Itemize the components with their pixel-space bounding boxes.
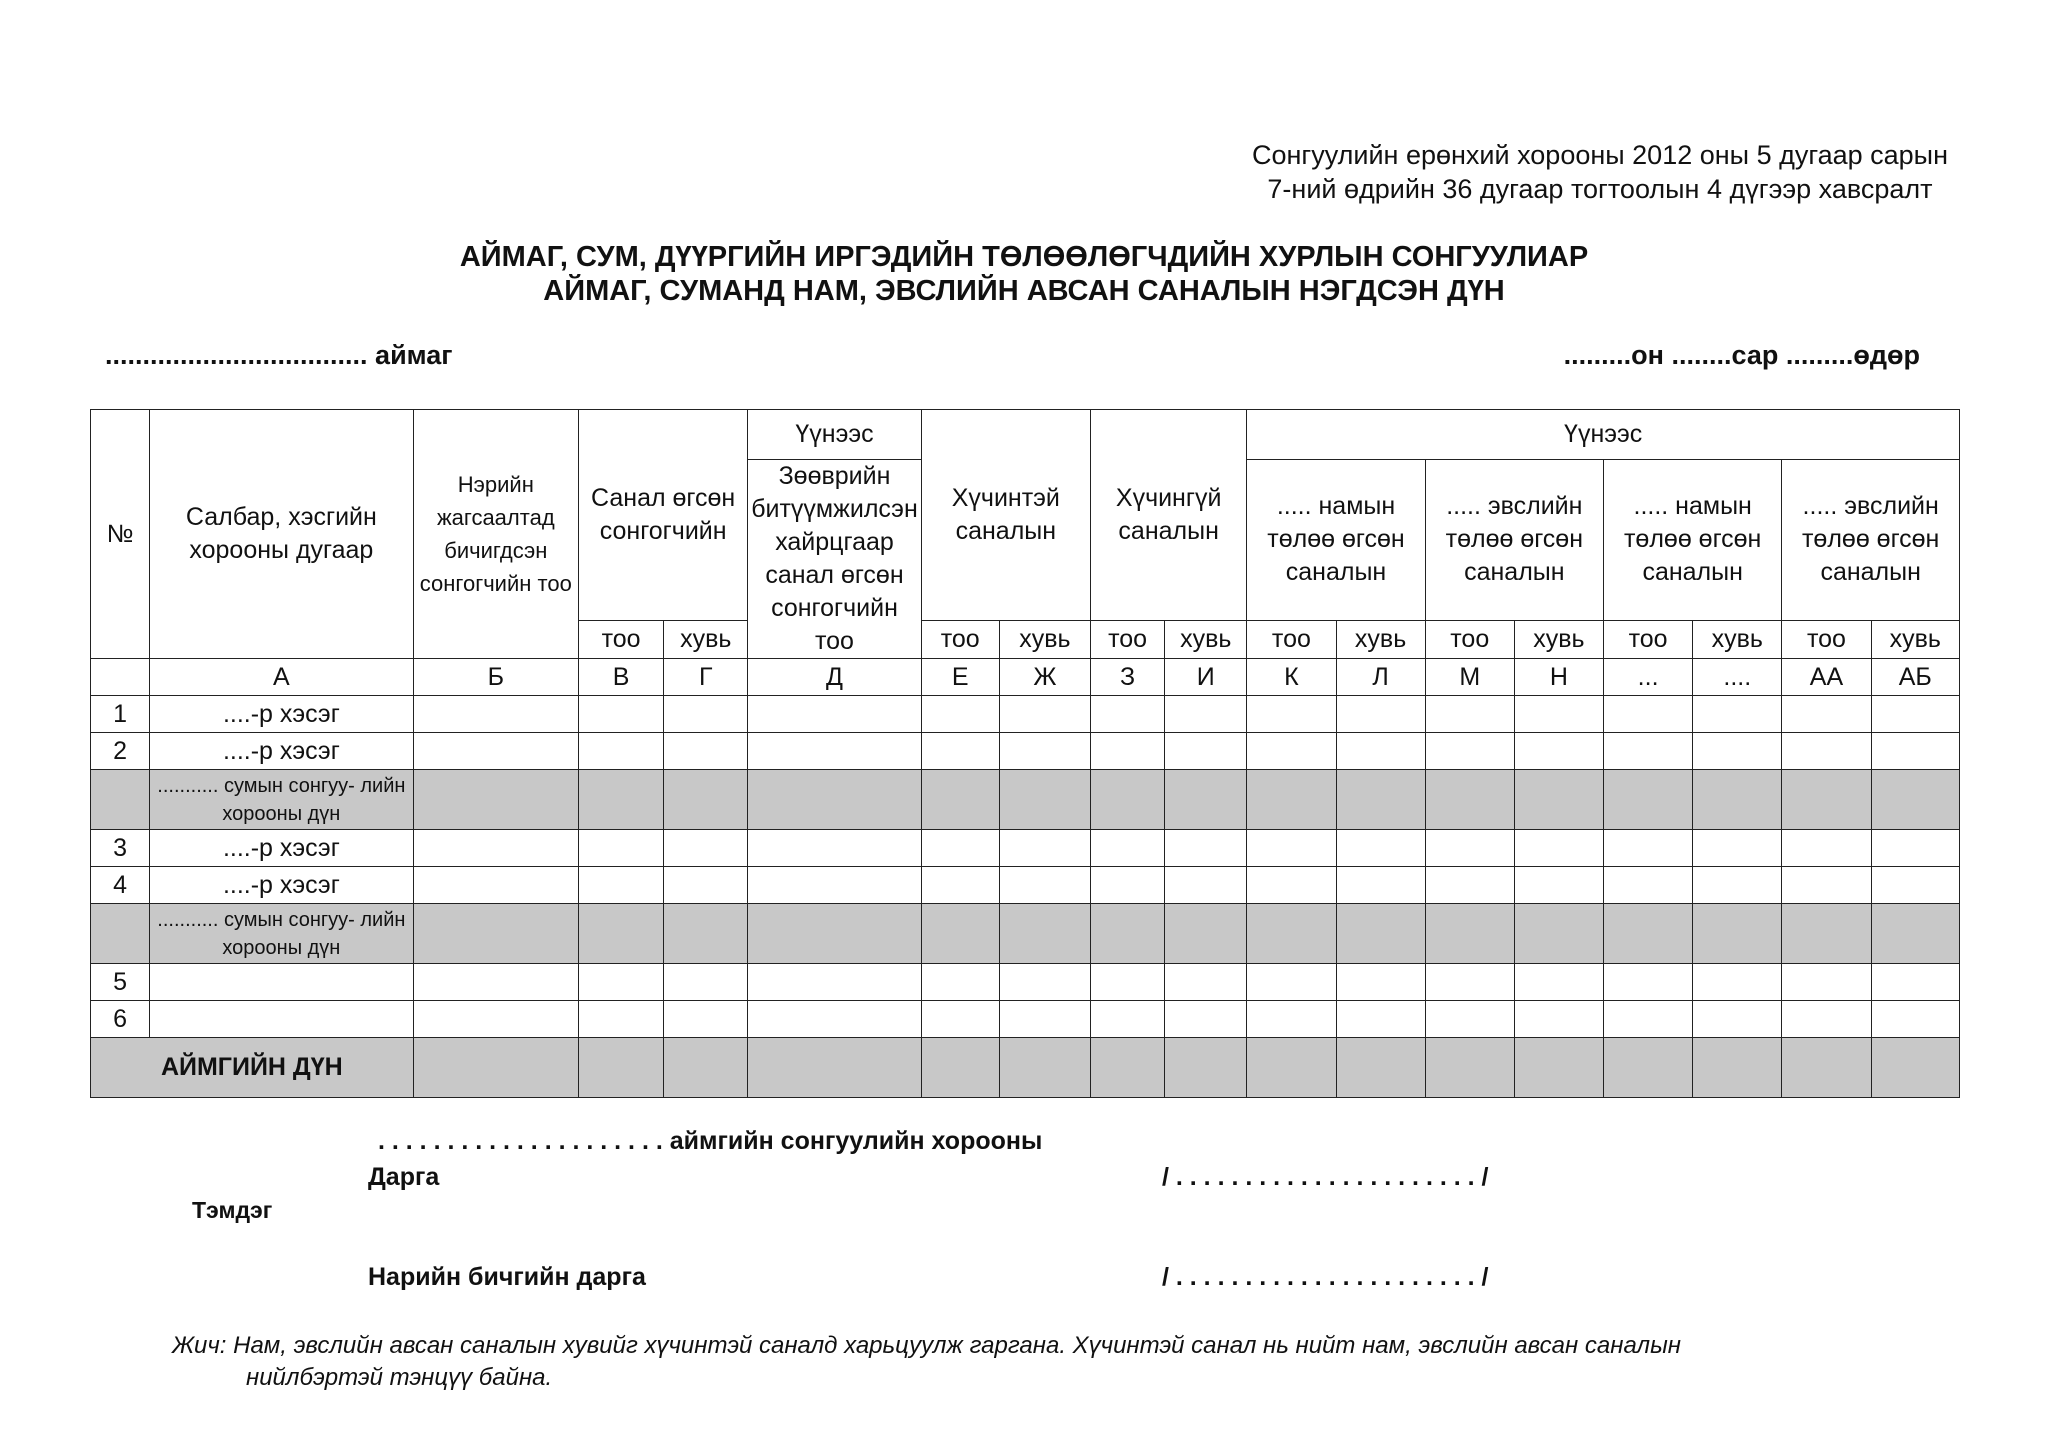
chairman-label: Дарга (368, 1163, 440, 1191)
input-cell[interactable] (999, 696, 1090, 733)
input-cell[interactable] (999, 830, 1090, 867)
results-table (90, 409, 1960, 1098)
input-cell[interactable] (1336, 770, 1425, 830)
input-cell[interactable] (1514, 1038, 1603, 1098)
input-cell[interactable] (1514, 830, 1603, 867)
input-cell[interactable] (999, 964, 1090, 1001)
input-cell[interactable] (1165, 867, 1247, 904)
subheader-too: тоо (1247, 620, 1336, 658)
input-cell[interactable] (1782, 964, 1871, 1001)
subtotal-row (91, 770, 1960, 830)
input-cell[interactable] (1091, 867, 1165, 904)
header-salbar: Салбар, хэсгийн хорооны дугаар (150, 410, 414, 659)
input-cell[interactable] (1514, 696, 1603, 733)
input-cell[interactable] (1693, 904, 1782, 964)
row-number (91, 904, 150, 964)
input-cell[interactable] (664, 964, 748, 1001)
input-cell[interactable] (578, 696, 663, 733)
input-cell[interactable] (1091, 1001, 1165, 1038)
input-cell[interactable] (1782, 904, 1871, 964)
input-cell[interactable] (578, 770, 663, 830)
letter-cell: Д (748, 659, 921, 696)
input-cell[interactable] (1871, 867, 1959, 904)
subheader-too: тоо (1091, 620, 1165, 658)
letter-cell: Н (1514, 659, 1603, 696)
row-number: 5 (91, 964, 150, 1001)
input-cell[interactable] (413, 1001, 578, 1038)
input-cell[interactable] (1247, 830, 1336, 867)
row-number (91, 770, 150, 830)
input-cell[interactable] (1782, 1001, 1871, 1038)
input-cell[interactable] (1693, 830, 1782, 867)
subtotal-label: ........... сумын сонгуу- лийн хорооны дүн (150, 770, 414, 830)
header-party-1: ..... намын төлөө өгсөн саналын (1247, 460, 1425, 621)
aimag-field: ................................... аймаг (105, 340, 453, 370)
letter-cell: .... (1693, 659, 1782, 696)
input-cell[interactable] (578, 964, 663, 1001)
input-cell[interactable] (921, 1038, 999, 1098)
input-cell[interactable] (1693, 964, 1782, 1001)
input-cell[interactable] (1165, 964, 1247, 1001)
input-cell[interactable] (1604, 1001, 1693, 1038)
input-cell[interactable] (1604, 733, 1693, 770)
input-cell[interactable] (748, 770, 921, 830)
input-cell[interactable] (1604, 964, 1693, 1001)
input-cell[interactable] (664, 904, 748, 964)
subtotal-label: ........... сумын сонгуу- лийн хорооны дүн (150, 904, 414, 964)
header-uunees-1: Үүнээс (748, 410, 921, 460)
input-cell[interactable] (578, 733, 663, 770)
input-cell[interactable] (664, 733, 748, 770)
input-cell[interactable] (1425, 733, 1514, 770)
subheader-too: тоо (1425, 620, 1514, 658)
header-party-2: ..... намын төлөө өгсөн саналын (1604, 460, 1782, 621)
header-nerii: Нэрийн жагсаалтад бичигдсэн сонгогчийн тоо (413, 410, 578, 659)
header-uunees-2: Үүнээс (1247, 410, 1960, 460)
chairman-signature-line[interactable]: / . . . . . . . . . . . . . . . . . . . . . . / (1162, 1163, 1489, 1191)
input-cell[interactable] (1782, 830, 1871, 867)
annex-reference (1252, 138, 1948, 206)
letter-cell: Л (1336, 659, 1425, 696)
input-cell[interactable] (1247, 696, 1336, 733)
letter-cell: М (1425, 659, 1514, 696)
input-cell[interactable] (1514, 867, 1603, 904)
input-cell[interactable] (921, 867, 999, 904)
input-cell[interactable] (921, 830, 999, 867)
input-cell[interactable] (664, 1038, 748, 1098)
subheader-huvi: хувь (664, 620, 748, 658)
input-cell[interactable] (664, 696, 748, 733)
input-cell[interactable] (1693, 1001, 1782, 1038)
footnote-line-2: нийлбэртэй тэнцүү байна. (246, 1364, 553, 1391)
input-cell[interactable] (1782, 733, 1871, 770)
input-cell[interactable] (1165, 696, 1247, 733)
input-cell[interactable] (1091, 770, 1165, 830)
input-cell[interactable] (664, 1001, 748, 1038)
input-cell[interactable] (1693, 1038, 1782, 1098)
subheader-too: тоо (921, 620, 999, 658)
input-cell[interactable] (1604, 904, 1693, 964)
row-label: ....-р хэсэг (150, 696, 414, 733)
input-cell[interactable] (1871, 830, 1959, 867)
letter-cell: А (150, 659, 414, 696)
input-cell[interactable] (578, 1001, 663, 1038)
header-huchintei: Хүчинтэй саналын (921, 410, 1090, 621)
input-cell[interactable] (1165, 830, 1247, 867)
subheader-huvi: хувь (1693, 620, 1782, 658)
subheader-huvi: хувь (1514, 620, 1603, 658)
input-cell[interactable] (1091, 904, 1165, 964)
row-label (150, 964, 414, 1001)
row-label: ....-р хэсэг (150, 830, 414, 867)
row-label: ....-р хэсэг (150, 867, 414, 904)
input-cell[interactable] (1871, 1001, 1959, 1038)
header-coalition-2: ..... эвслийн төлөө өгсөн саналын (1782, 460, 1960, 621)
input-cell[interactable] (578, 830, 663, 867)
input-cell[interactable] (1782, 770, 1871, 830)
input-cell[interactable] (413, 867, 578, 904)
input-cell[interactable] (1871, 1038, 1959, 1098)
input-cell[interactable] (664, 867, 748, 904)
input-cell[interactable] (1091, 1038, 1165, 1098)
letter-cell (91, 659, 150, 696)
subheader-too: тоо (578, 620, 663, 658)
input-cell[interactable] (1336, 904, 1425, 964)
input-cell[interactable] (1871, 904, 1959, 964)
input-cell[interactable] (1247, 867, 1336, 904)
letter-cell: З (1091, 659, 1165, 696)
secretary-label: Нарийн бичгийн дарга (368, 1263, 646, 1291)
row-number: 1 (91, 696, 150, 733)
input-cell[interactable] (1782, 867, 1871, 904)
input-cell[interactable] (1165, 904, 1247, 964)
input-cell[interactable] (921, 964, 999, 1001)
input-cell[interactable] (748, 696, 921, 733)
table-row (91, 1001, 1960, 1038)
input-cell[interactable] (1514, 770, 1603, 830)
input-cell[interactable] (1336, 867, 1425, 904)
subheader-huvi: хувь (1336, 620, 1425, 658)
row-number: 2 (91, 733, 150, 770)
input-cell[interactable] (1165, 1001, 1247, 1038)
input-cell[interactable] (413, 733, 578, 770)
input-cell[interactable] (999, 1001, 1090, 1038)
input-cell[interactable] (1871, 964, 1959, 1001)
input-cell[interactable] (1425, 1001, 1514, 1038)
input-cell[interactable] (921, 733, 999, 770)
table-row (91, 830, 1960, 867)
input-cell[interactable] (1782, 696, 1871, 733)
input-cell[interactable] (413, 830, 578, 867)
input-cell[interactable] (1693, 867, 1782, 904)
input-cell[interactable] (748, 1001, 921, 1038)
letter-cell: АБ (1871, 659, 1959, 696)
input-cell[interactable] (1247, 904, 1336, 964)
letter-cell: Ж (999, 659, 1090, 696)
input-cell[interactable] (413, 1038, 578, 1098)
letter-cell: АА (1782, 659, 1871, 696)
header-huchingui: Хүчингүй саналын (1091, 410, 1247, 621)
input-cell[interactable] (1693, 770, 1782, 830)
input-cell[interactable] (1425, 964, 1514, 1001)
row-number: 3 (91, 830, 150, 867)
input-cell[interactable] (1604, 830, 1693, 867)
table-row (91, 696, 1960, 733)
input-cell[interactable] (1782, 1038, 1871, 1098)
input-cell[interactable] (1336, 1001, 1425, 1038)
input-cell[interactable] (1165, 770, 1247, 830)
input-cell[interactable] (1871, 733, 1959, 770)
input-cell[interactable] (1247, 964, 1336, 1001)
input-cell[interactable] (1091, 696, 1165, 733)
annex-line-2: 7-ний өдрийн 36 дугаар тогтоолын 4 дүгээр хавсралт (1267, 174, 1933, 204)
footnote-line-1: Жич: Нам, эвслийн авсан саналын хувийг хүчинтэй саналд харьцуулж гаргана. Хүчинтэй санал нь нийт нам, эвслийн авсан саналын (172, 1332, 1681, 1359)
table-row (91, 733, 1960, 770)
table-row (91, 964, 1960, 1001)
input-cell[interactable] (413, 904, 578, 964)
input-cell[interactable] (1247, 770, 1336, 830)
input-cell[interactable] (1693, 696, 1782, 733)
total-row (91, 1038, 1960, 1098)
row-number: 4 (91, 867, 150, 904)
header-no: № (91, 410, 150, 659)
letter-cell: ... (1604, 659, 1693, 696)
input-cell[interactable] (1514, 733, 1603, 770)
row-number: 6 (91, 1001, 150, 1038)
input-cell[interactable] (999, 867, 1090, 904)
input-cell[interactable] (578, 1038, 663, 1098)
input-cell[interactable] (921, 696, 999, 733)
input-cell[interactable] (1336, 696, 1425, 733)
input-cell[interactable] (413, 964, 578, 1001)
input-cell[interactable] (1091, 964, 1165, 1001)
input-cell[interactable] (413, 770, 578, 830)
input-cell[interactable] (1514, 964, 1603, 1001)
subheader-huvi: хувь (1871, 620, 1959, 658)
letter-cell: К (1247, 659, 1336, 696)
secretary-signature-line[interactable]: / . . . . . . . . . . . . . . . . . . . . . . / (1162, 1263, 1489, 1291)
input-cell[interactable] (1165, 1038, 1247, 1098)
input-cell[interactable] (748, 964, 921, 1001)
letter-row (91, 659, 1960, 696)
input-cell[interactable] (1247, 1001, 1336, 1038)
input-cell[interactable] (748, 867, 921, 904)
input-cell[interactable] (1425, 1038, 1514, 1098)
input-cell[interactable] (921, 904, 999, 964)
input-cell[interactable] (1091, 830, 1165, 867)
row-label (150, 1001, 414, 1038)
input-cell[interactable] (1425, 770, 1514, 830)
input-cell[interactable] (1871, 770, 1959, 830)
table-row (91, 867, 1960, 904)
title-line-1: АЙМАГ, СУМ, ДҮҮРГИЙН ИРГЭДИЙН ТӨЛӨӨЛӨГЧДИЙН ХУРЛЫН СОНГУУЛИАР (459, 241, 1589, 273)
input-cell[interactable] (1165, 733, 1247, 770)
subtotal-row (91, 904, 1960, 964)
subheader-huvi: хувь (999, 620, 1090, 658)
subheader-huvi: хувь (1165, 620, 1247, 658)
input-cell[interactable] (1336, 1038, 1425, 1098)
input-cell[interactable] (664, 830, 748, 867)
stamp-label: Тэмдэг (192, 1197, 273, 1223)
input-cell[interactable] (664, 770, 748, 830)
header-coalition-1: ..... эвслийн төлөө өгсөн саналын (1425, 460, 1603, 621)
date-field: .........он ........сар .........өдөр (1563, 340, 1920, 370)
input-cell[interactable] (748, 904, 921, 964)
input-cell[interactable] (1247, 733, 1336, 770)
input-cell[interactable] (1604, 696, 1693, 733)
letter-cell: Г (664, 659, 748, 696)
input-cell[interactable] (748, 1038, 921, 1098)
header-sanal: Санал өгсөн сонгогчийн (578, 410, 747, 621)
subheader-too: тоо (1604, 620, 1693, 658)
letter-cell: И (1165, 659, 1247, 696)
row-label: ....-р хэсэг (150, 733, 414, 770)
input-cell[interactable] (1425, 830, 1514, 867)
input-cell[interactable] (1425, 867, 1514, 904)
annex-line-1: Сонгуулийн ерөнхий хорооны 2012 оны 5 дугаар сарын (1251, 140, 1948, 170)
input-cell[interactable] (1247, 1038, 1336, 1098)
total-label: АЙМГИЙН ДҮН (91, 1038, 414, 1098)
input-cell[interactable] (1693, 733, 1782, 770)
input-cell[interactable] (1425, 904, 1514, 964)
input-cell[interactable] (1604, 770, 1693, 830)
input-cell[interactable] (999, 904, 1090, 964)
letter-cell: Е (921, 659, 999, 696)
input-cell[interactable] (1336, 964, 1425, 1001)
footnote (172, 1330, 1912, 1394)
input-cell[interactable] (413, 696, 578, 733)
input-cell[interactable] (748, 830, 921, 867)
header-zoovriin: Зөөврийн битүүмжилсэн хайрцгаар санал өгсөн сонгогчийн тоо (748, 460, 921, 659)
input-cell[interactable] (921, 1001, 999, 1038)
input-cell[interactable] (1425, 696, 1514, 733)
input-cell[interactable] (999, 770, 1090, 830)
input-cell[interactable] (578, 867, 663, 904)
input-cell[interactable] (1336, 830, 1425, 867)
input-cell[interactable] (999, 1038, 1090, 1098)
input-cell[interactable] (1091, 733, 1165, 770)
input-cell[interactable] (1604, 1038, 1693, 1098)
input-cell[interactable] (1514, 904, 1603, 964)
input-cell[interactable] (1514, 1001, 1603, 1038)
input-cell[interactable] (748, 733, 921, 770)
letter-cell: В (578, 659, 663, 696)
input-cell[interactable] (578, 904, 663, 964)
input-cell[interactable] (1871, 696, 1959, 733)
title-line-2: АЙМАГ, СУМАНД НАМ, ЭВСЛИЙН АВСАН САНАЛЫН НЭГДСЭН ДҮН (543, 275, 1505, 307)
subheader-too: тоо (1782, 620, 1871, 658)
input-cell[interactable] (1336, 733, 1425, 770)
letter-cell: Б (413, 659, 578, 696)
input-cell[interactable] (921, 770, 999, 830)
document-title (0, 240, 2048, 308)
input-cell[interactable] (999, 733, 1090, 770)
committee-caption: . . . . . . . . . . . . . . . . . . . . . аймгийн сонгуулийн хорооны (378, 1127, 1043, 1155)
input-cell[interactable] (1604, 867, 1693, 904)
